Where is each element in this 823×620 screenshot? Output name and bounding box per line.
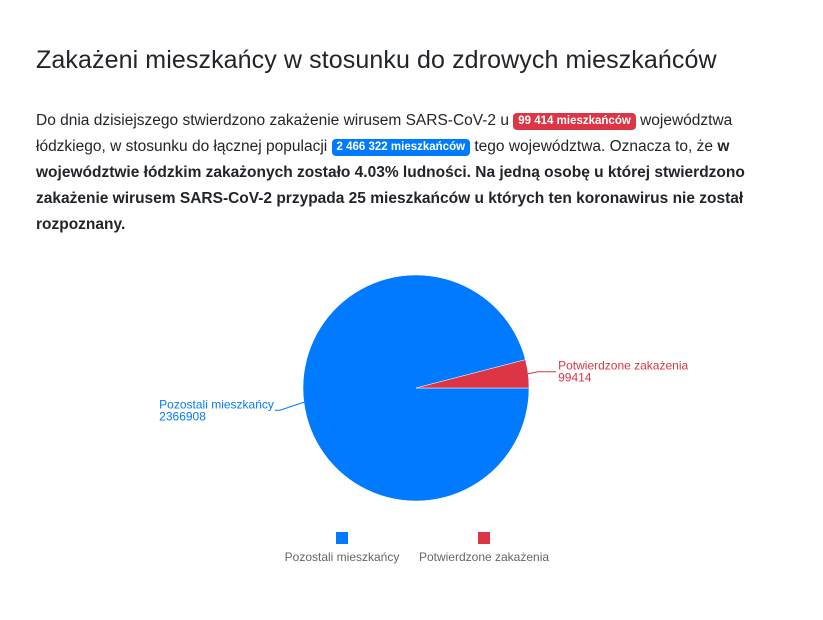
infected-count-badge: 99 414 mieszkańców [513,113,636,130]
pie-leader-line [528,372,556,374]
pie-label-name: Potwierdzone zakażenia [558,358,689,373]
pie-label-value: 99414 [558,370,592,385]
summary-text-2: województwa łódzkiego, w stosunku do łącznej populacji [36,112,733,155]
pie-label-value: 2366908 [159,409,206,424]
pie-leader-line [275,402,304,410]
legend-swatch[interactable] [336,532,348,544]
summary-bold-text: w województwie łódzkim zakażonych zostało 4.03% ludności. Na jedną osobę u której stwierdzono zakażenie wirusem SARS-CoV-2 przypada 25 mieszkańców u których ten koronawirus nie został rozpoznany. [36,138,745,233]
legend-label[interactable]: Pozostali mieszkańcy [284,550,400,564]
population-count-badge: 2 466 322 mieszkańców [332,139,471,156]
summary-text-1: Do dnia dzisiejszego stwierdzono zakażenie wirusem SARS-CoV-2 u [36,112,514,129]
summary-text-3: tego województwa. Oznacza to, że [470,138,718,155]
pie-label-name: Pozostali mieszkańcy [159,397,274,412]
legend-label[interactable]: Potwierdzone zakażenia [418,550,550,564]
page-title: Zakażeni mieszkańcy w stosunku do zdrowych mieszkańców [36,46,717,74]
legend-swatch[interactable] [478,532,490,544]
